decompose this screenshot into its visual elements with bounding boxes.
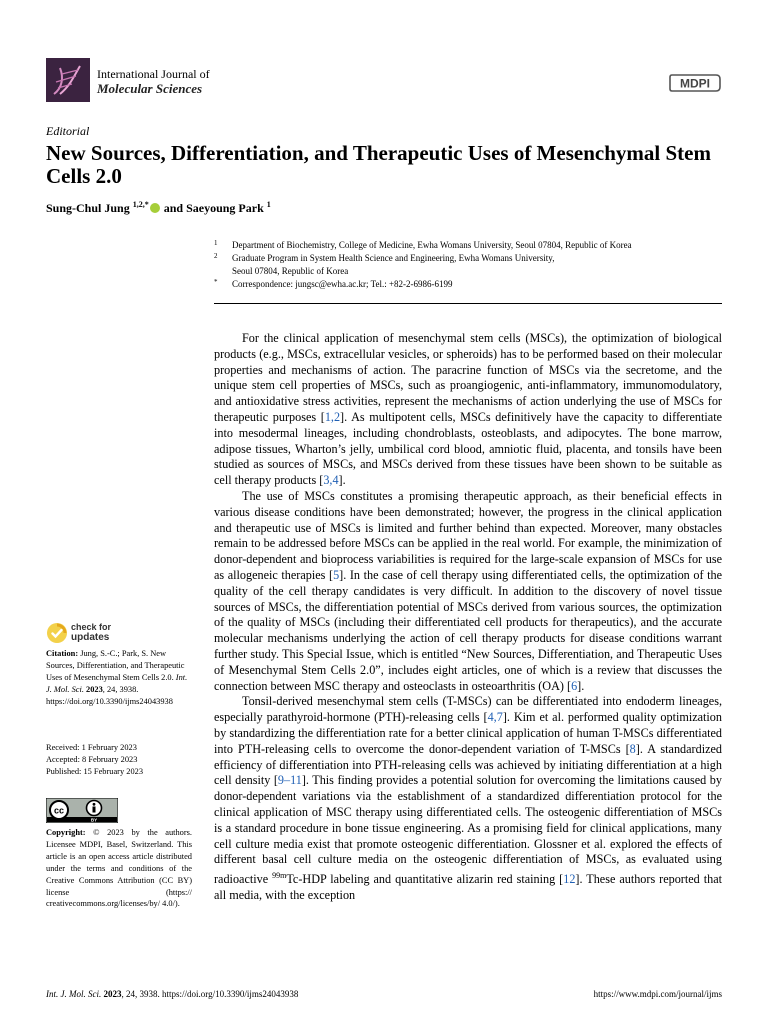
affiliation-number: * xyxy=(214,278,218,286)
citation-block xyxy=(46,648,192,708)
check-updates-icon xyxy=(46,622,68,644)
author-name: Sung-Chul Jung xyxy=(46,201,130,215)
reference-link[interactable]: 6 xyxy=(571,678,578,693)
affiliation-number: 2 xyxy=(214,252,218,260)
footer-journal: Int. J. Mol. Sci. xyxy=(46,989,102,999)
mdpi-logo-text: MDPI xyxy=(680,76,710,91)
body-paragraph: The use of MSCs constitutes a promising therapeutic approach, as their beneficial effects in various disease conditions have been demonstrated; however, the progress in the clinical application and therapeutic use of MSCs is limited and further behind than expected. Moreover, many obstacles remain to be addressed before MSCs can be applied in the real world. For example, the minimization of donor-dependent and bioprocess variabilities is required for the large-scale expansion of MSCs for use as allogeneic therapies [5]. In the case of cell therapy using differentiated cells, the optimization of the quality of the cell therapy candidates is very difficult. In addition to the discovery of novel tissue sources of MSCs, the differentiation potential of MSCs derived from various sources, the optimization of the quality of MSCs (including their differentiated cell products for therapeutics), and the accurate molecular mechanisms underlying the action of cell therapy products for disease conditions warrant further study. This Special Issue, which is entitled “New Sources, Differentiation, and Therapeutic Uses of Mesenchymal Stem Cells 2.0”, includes eight articles, one of which is a review that discusses the connection between MSC therapy and osteoclasts in osteoarthritis (OA) [6]. xyxy=(214,488,722,693)
citation-volume-doi[interactable]: , 24, 3938. https://doi.org/10.3390/ijms24043938 xyxy=(46,684,173,706)
footer-citation xyxy=(46,989,298,999)
article-body xyxy=(214,331,722,904)
published-date: Published: 15 February 2023 xyxy=(46,766,144,776)
reference-link[interactable]: 12 xyxy=(563,872,576,887)
body-paragraph: For the clinical application of mesenchymal stem cells (MSCs), the optimization of biological products (e.g., MSCs, extracellular vesicles, or spheroids) has to be performed based on their molecular properties and mechanisms of action. The paracrine function of MSCs via the secretome, and the unique stem cell properties of MSCs, such as proangiogenic, anti-inflammatory, immunomodulatory, and antioxidative stress activities, represent the mechanisms of action underlying the use of MSCs for therapeutic purposes [1,2]. As multipotent cells, MSCs definitively have the capacity to differentiate into mesodermal lineages, including chondroblasts, osteoblasts, and adipocytes. The bone marrow, adipose tissues, Wharton’s jelly, umbilical cord blood, amniotic fluid, placenta, and tonsils have been studied as sources of MSCs, and MSCs derived from these tissues have been shown to be suitable as cell therapy products [3,4]. xyxy=(214,331,722,488)
journal-logo-icon xyxy=(46,58,90,102)
cc-text: cc xyxy=(53,805,65,816)
article-type: Editorial xyxy=(46,124,90,138)
check-updates-label: check for xyxy=(71,622,112,632)
received-date: Received: 1 February 2023 xyxy=(46,743,137,752)
affiliation-text: Graduate Program in System Health Science and Engineering, Ewha Womans University, xyxy=(232,253,555,263)
reference-link[interactable]: 3,4 xyxy=(323,473,339,488)
reference-link[interactable]: 4,7 xyxy=(487,710,503,725)
footer-journal-url[interactable]: https://www.mdpi.com/journal/ijms xyxy=(593,989,722,999)
by-text: BY xyxy=(90,817,98,823)
reference-link[interactable]: 5 xyxy=(333,567,340,582)
author-separator: and xyxy=(163,201,184,215)
correspondence-text: Correspondence: jungsc@ewha.ac.kr; Tel.: +82-2-6986-6199 xyxy=(232,279,453,289)
author-affiliation-marker: 1,2,* xyxy=(132,200,149,209)
accepted-date: Accepted: 8 February 2023 xyxy=(46,754,138,764)
copyright-block xyxy=(46,827,192,910)
publication-dates xyxy=(46,742,192,778)
reference-link[interactable]: 8 xyxy=(629,741,636,756)
body-paragraph: Tonsil-derived mesenchymal stem cells (T-MSCs) can be differentiated into endoderm lineages, especially parathyroid-hormone (PTH)-releasing cells [4,7]. Kim et al. performed quality optimization by standardizing the differentiation rate for a better clinical application of human T-MSCs differentiated into PTH-releasing cells to overcome the donor-dependent variation of T-MSCs [8]. A standardized efficiency of differentiation into PTH-releasing cells was achieved by initiating differentiation at a high cell density [9–11]. This finding provides a potential solution for overcoming the limitations caused by donor-dependent variations via the establishment of a standardized differentiation protocol for the clinical application of MSC therapy using differentiated cells. The osteogenic differentiation of MSCs is a standard procedure in bone tissue engineering. As a promising field for clinical applications, many cell culture media exist that promote osteogenic differentiation. Glossner et al. explored the effects of different basal cell culture media on the osteogenic differentiation of MSCs, as evaluated using radioactive $^{99m}$Tc-HDP labeling and quantitative alizarin red staining [12]. These authors reported that all media, with the exception xyxy=(214,694,722,902)
reference-link[interactable]: 1,2 xyxy=(324,409,341,424)
orcid-icon[interactable] xyxy=(150,203,160,213)
footer-year: 2023 xyxy=(103,989,122,999)
article-title: New Sources, Differentiation, and Therapeutic Uses of Mesenchymal Stem Cells 2.0 xyxy=(46,141,711,188)
cc-by-license-icon[interactable] xyxy=(46,798,118,823)
affiliation-text: Department of Biochemistry, College of Medicine, Ewha Womans University, Seoul 07804, Republic of Korea xyxy=(232,240,632,250)
journal-name-line2: Molecular Sciences xyxy=(97,81,203,96)
author-name: Saeyoung Park xyxy=(186,201,264,215)
copyright-text: © 2023 by the authors. Licensee MDPI, Basel, Switzerland. This article is an open access article distributed under the terms and conditions of the Creative Commons Attribution (CC BY) license (https:// creativecommons.org/licenses/by/ 4.0/). xyxy=(46,828,192,909)
copyright-label: Copyright: xyxy=(46,828,86,837)
reference-link[interactable]: 9–11 xyxy=(277,773,302,788)
check-for-updates-button[interactable] xyxy=(46,620,166,646)
footer-volume-doi[interactable]: , 24, 3938. https://doi.org/10.3390/ijms24043938 xyxy=(121,989,299,999)
mdpi-logo-icon xyxy=(668,72,722,94)
journal-name-line1: International Journal of xyxy=(97,67,210,81)
check-updates-label: updates xyxy=(71,632,110,643)
author-affiliation-marker: 1 xyxy=(266,200,271,209)
citation-text: Jung, S.-C.; Park, S. New Sources, Differentiation, and Therapeutic Uses of Mesenchymal Stem Cells 2.0. xyxy=(46,649,185,682)
header-divider xyxy=(214,303,722,304)
mdpi-logo[interactable] xyxy=(668,72,722,94)
citation-journal: Int. J. Mol. Sci. xyxy=(46,672,188,694)
isotope-superscript: 99m xyxy=(272,871,287,881)
affiliation-text: Seoul 07804, Republic of Korea xyxy=(232,266,349,276)
citation-label: Citation: xyxy=(46,649,79,658)
citation-year: 2023 xyxy=(86,684,103,694)
affiliation-number: 1 xyxy=(214,239,218,247)
author-list xyxy=(46,200,271,216)
